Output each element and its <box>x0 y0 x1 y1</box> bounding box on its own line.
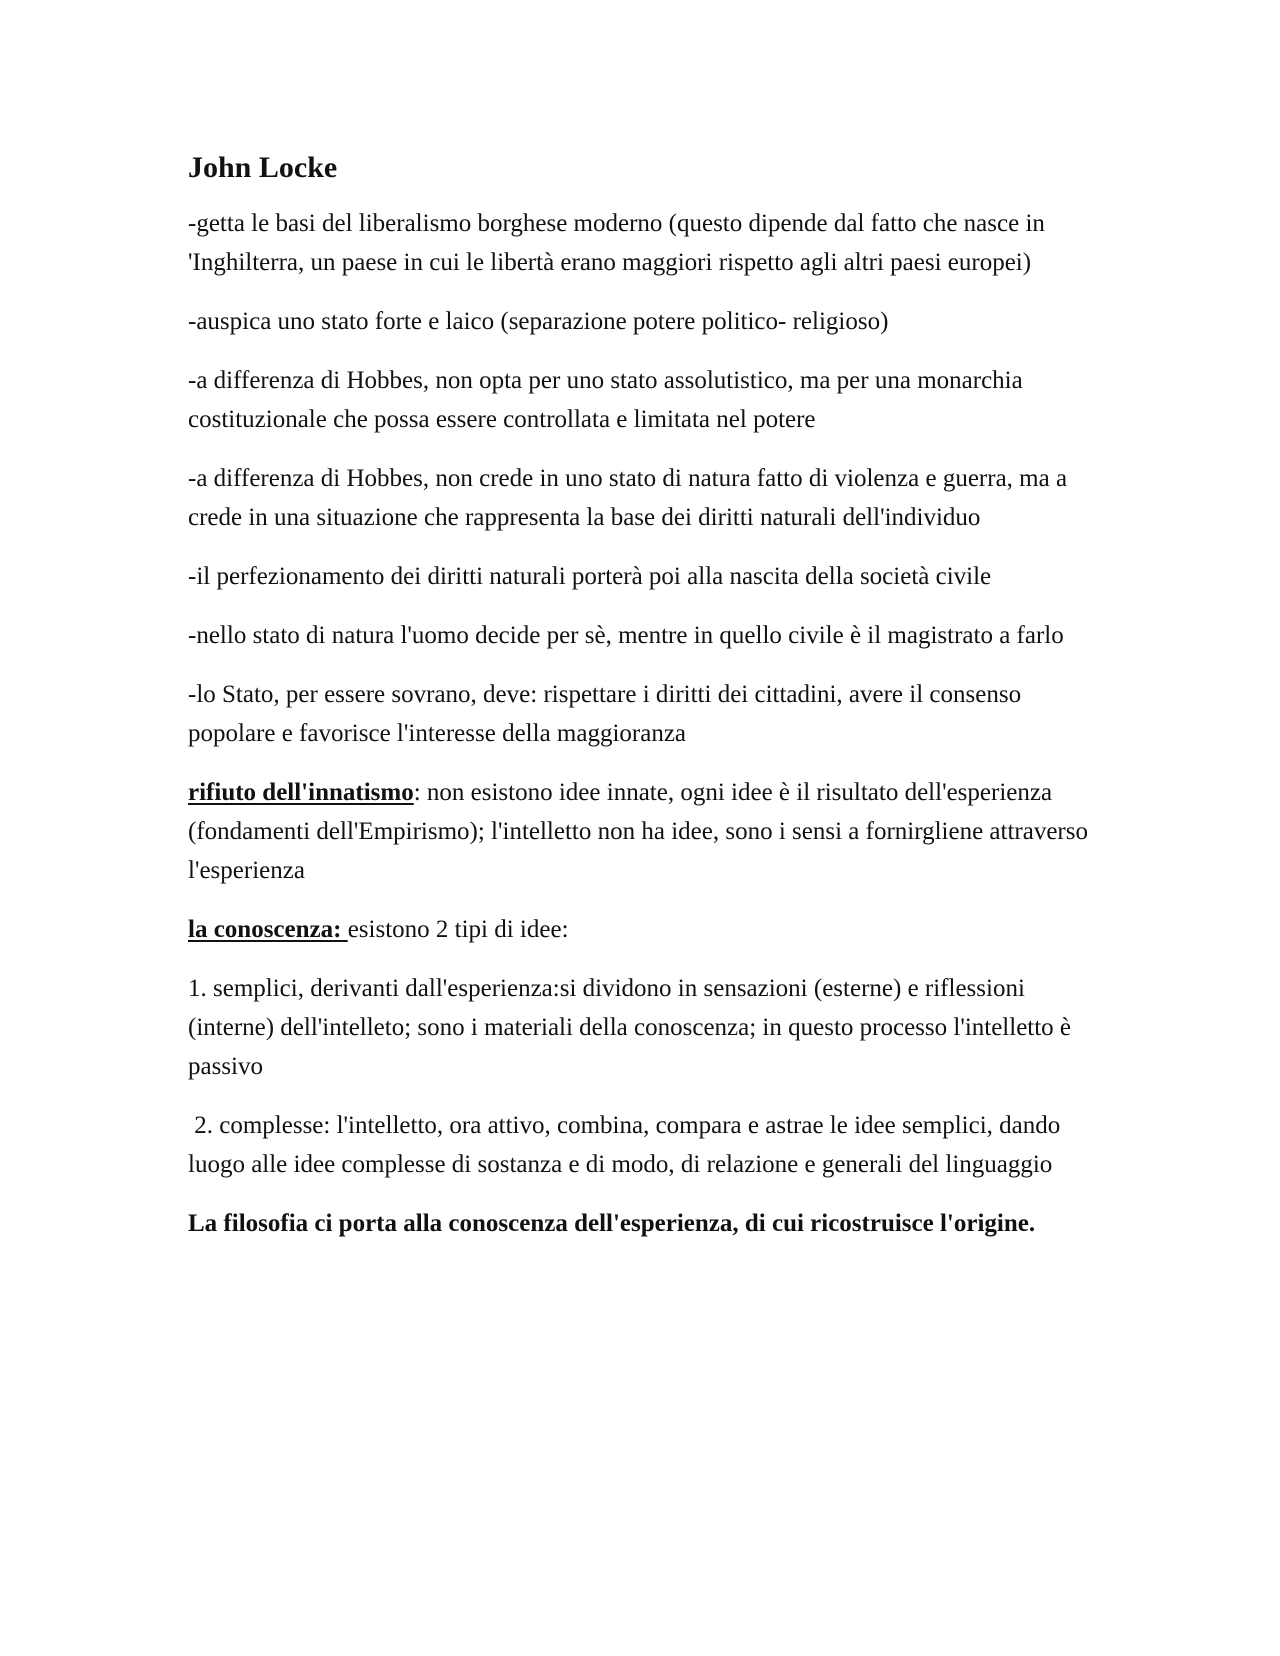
paragraph-stato-sovrano: -lo Stato, per essere sovrano, deve: rispettare i diritti dei cittadini, avere il consenso popolare e favorisce l'interesse della maggioranza <box>188 681 1022 747</box>
paragraph-societa-civile: -il perfezionamento dei diritti naturali porterà poi alla nascita della società civile <box>188 563 992 590</box>
conclusion-paragraph: La filosofia ci porta alla conoscenza dell'esperienza, di cui ricostruisce l'origine. <box>188 1210 1036 1237</box>
innatismo-text: : non esistono idee innate, ogni idee è il risultato dell'esperienza (fondamenti dell'Empirismo); l'intelletto non ha idee, sono i sensi a fornirgliene attraverso l'esperienza <box>188 779 1088 884</box>
conoscenza-heading: la conoscenza: <box>188 916 348 943</box>
paragraph-stato-laico: -auspica uno stato forte e laico (separazione potere politico- religioso) <box>188 308 889 335</box>
paragraph-liberalismo: -getta le basi del liberalismo borghese moderno (questo dipende dal fatto che nasce in 'Inghilterra, un paese in cui le libertà erano maggiori rispetto agli altri paesi europei) <box>188 210 1045 276</box>
list-item-semplici: 1. semplici, derivanti dall'esperienza:si dividono in sensazioni (esterne) e riflessioni (interne) dell'intelleto; sono i materiali della conoscenza; in questo processo l'intelletto è passivo <box>188 975 1072 1080</box>
innatismo-heading: rifiuto dell'innatismo <box>188 779 414 806</box>
paragraph-innatismo <box>188 773 1098 890</box>
document-title: John Locke <box>188 151 338 184</box>
paragraph-monarchia: -a differenza di Hobbes, non opta per uno stato assolutistico, ma per una monarchia costituzionale che possa essere controllata e limitata nel potere <box>188 367 1023 433</box>
paragraph-magistrato: -nello stato di natura l'uomo decide per sè, mentre in quello civile è il magistrato a farlo <box>188 622 1064 649</box>
document-page <box>188 148 1098 1263</box>
list-item-complesse: 2. complesse: l'intelletto, ora attivo, combina, compara e astrae le idee semplici, dando luogo alle idee complesse di sostanza e di modo, di relazione e generali del linguaggio <box>188 1112 1067 1178</box>
conoscenza-text: esistono 2 tipi di idee: <box>347 916 569 943</box>
paragraph-conoscenza <box>188 910 1098 949</box>
paragraph-stato-di-natura: -a differenza di Hobbes, non crede in uno stato di natura fatto di violenza e guerra, ma a crede in una situazione che rappresenta la base dei diritti naturali dell'individuo <box>188 465 1068 531</box>
